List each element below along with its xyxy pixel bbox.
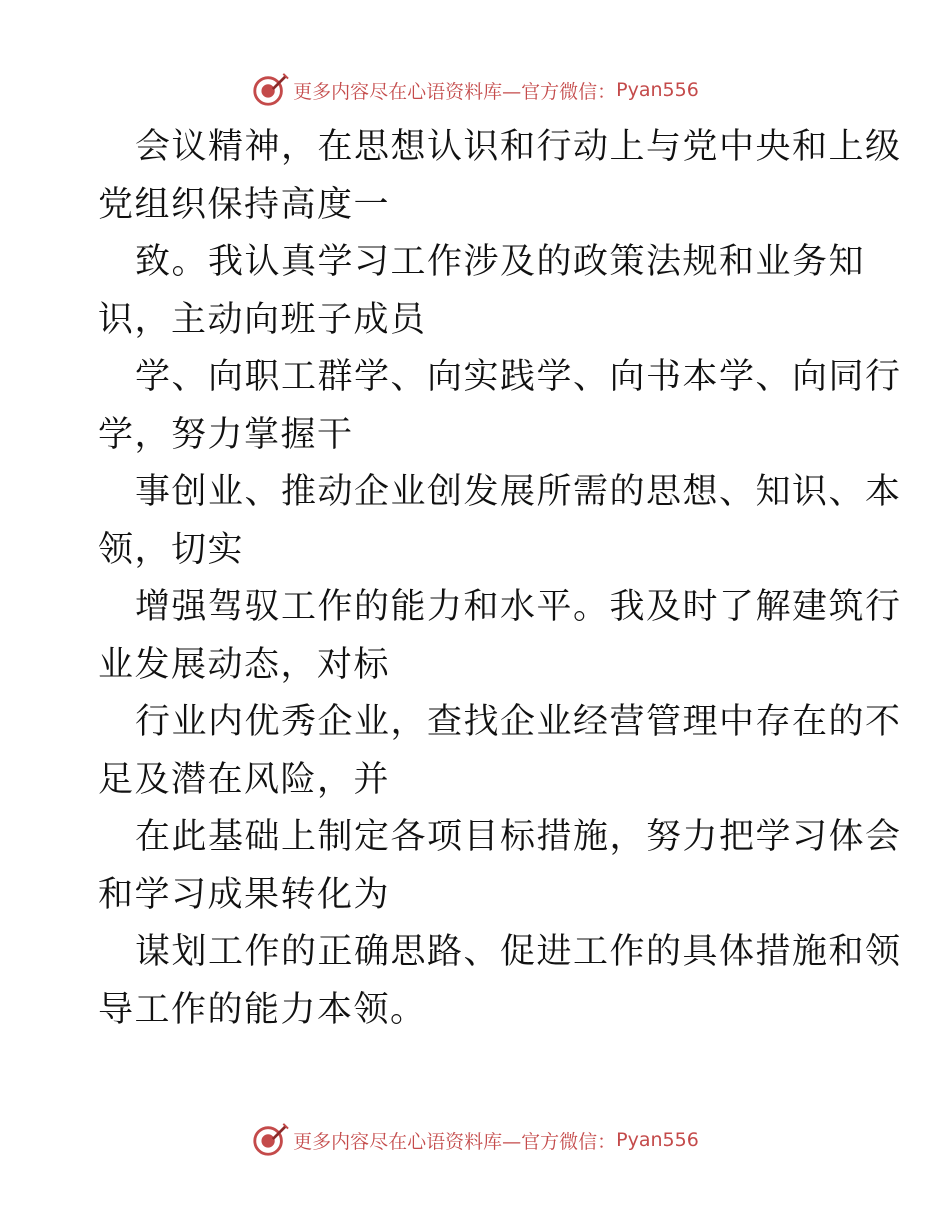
watermark-text: 更多内容尽在心语资料库—官方微信： <box>293 80 617 103</box>
text-line: 领，切实 <box>98 529 245 570</box>
watermark-text: 更多内容尽在心语资料库—官方微信： <box>293 1130 617 1153</box>
text-line: 学，努力掌握干 <box>98 414 354 455</box>
text-line: 和学习成果转化为 <box>98 874 391 915</box>
text-line: 党组织保持高度一 <box>98 184 391 225</box>
text-line: 行业内优秀企业，查找企业经营管理中存在的不 <box>135 702 902 742</box>
document-body <box>98 124 902 1044</box>
text-line: 谋划工作的正确思路、促进工作的具体措施和领 <box>135 932 902 972</box>
text-line: 足及潜在风险，并 <box>98 759 391 800</box>
pen-logo-icon <box>251 71 289 109</box>
watermark-wechat-id: Pyan556 <box>616 1129 699 1151</box>
watermark-wechat-id: Pyan556 <box>616 79 699 101</box>
text-line: 事创业、推动企业创发展所需的思想、知识、本 <box>135 472 902 512</box>
header-watermark <box>0 70 950 110</box>
text-line: 致。我认真学习工作涉及的政策法规和业务知 <box>135 242 866 282</box>
text-line: 会议精神，在思想认识和行动上与党中央和上级 <box>135 127 902 167</box>
text-line: 在此基础上制定各项目标措施，努力把学习体会 <box>135 817 902 857</box>
text-line: 学、向职工群学、向实践学、向书本学、向同行 <box>135 357 902 397</box>
footer-watermark <box>0 1120 950 1160</box>
text-line: 业发展动态，对标 <box>98 644 391 685</box>
text-line: 导工作的能力本领。 <box>98 989 427 1030</box>
text-line: 增强驾驭工作的能力和水平。我及时了解建筑行 <box>135 587 902 627</box>
pen-logo-icon <box>251 1121 289 1159</box>
text-line: 识，主动向班子成员 <box>98 299 427 340</box>
